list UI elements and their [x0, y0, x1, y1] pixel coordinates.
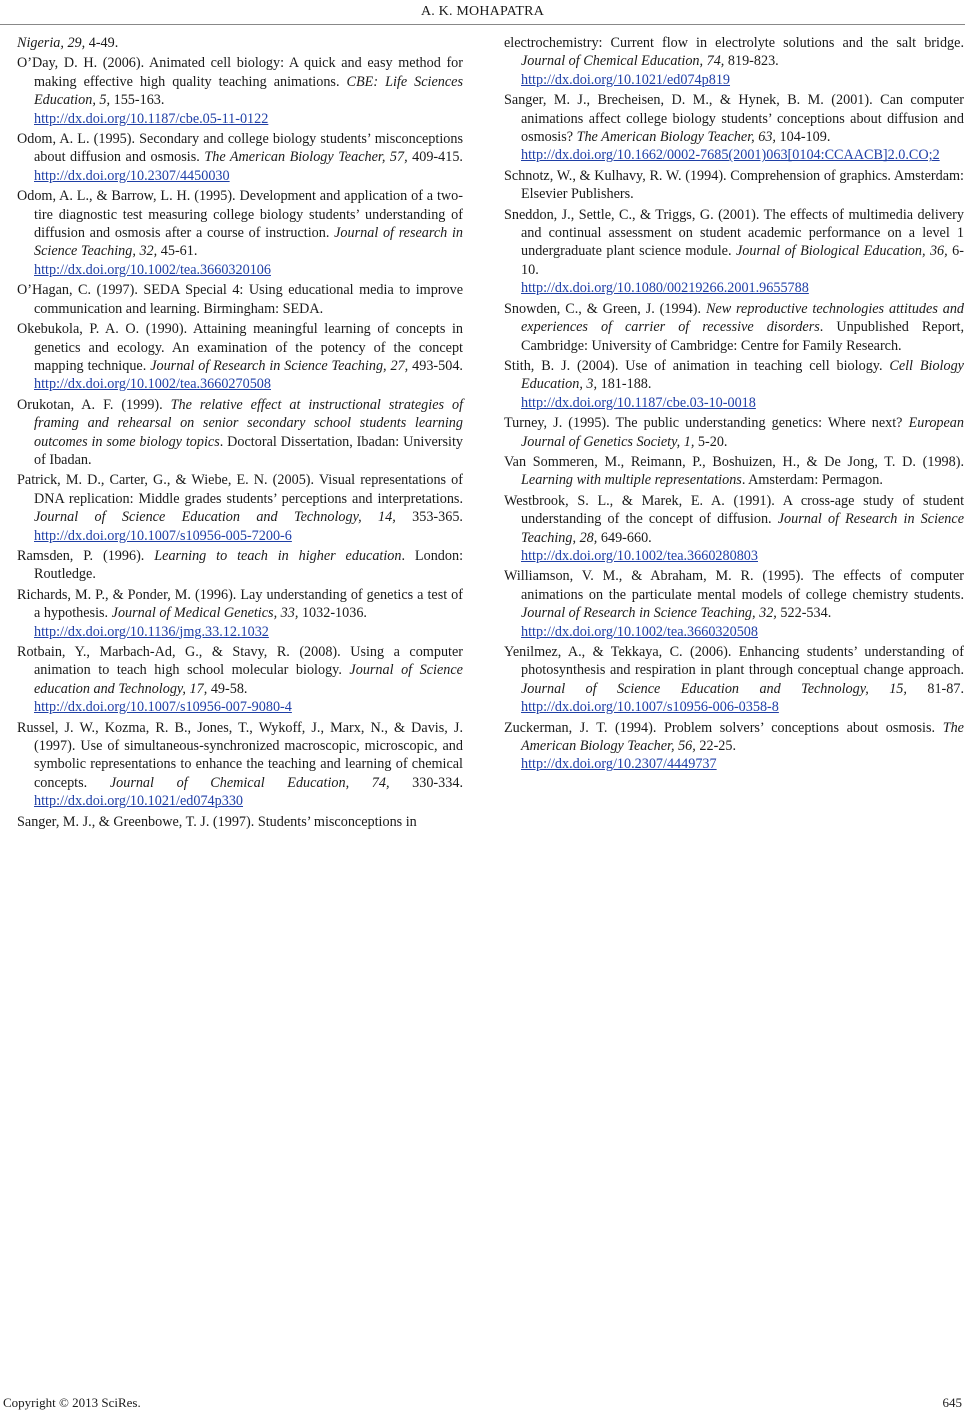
- page-number: 645: [942, 1395, 962, 1410]
- reference-pages: 181-188.: [597, 376, 652, 393]
- reference-pages: 330-334.: [389, 774, 463, 791]
- reference-authors: Turney, J. (1995).: [504, 415, 616, 432]
- reference-title: Using a computer animation to teach high school molecular biology.: [34, 644, 463, 679]
- reference-pages: 4-49.: [85, 35, 119, 51]
- reference-entry: [504, 34, 964, 89]
- reference-title: Animated cell biology: A quick and easy method for making effective high quality teaching animations.: [34, 55, 463, 90]
- reference-authors: Yenilmez, A., & Tekkaya, C. (2006).: [504, 644, 739, 660]
- reference-doi-link[interactable]: http://dx.doi.org/10.1007/s10956-005-7200-6: [34, 527, 292, 544]
- reference-pages: . Unpublished Report, Cambridge: University of Cambridge: Centre for Family Research.: [521, 319, 965, 354]
- reference-pages: . Amsterdam: Permagon.: [741, 472, 883, 489]
- reference-entry: [504, 414, 964, 451]
- reference-authors: Odom, A. L. (1995).: [17, 131, 140, 148]
- reference-authors: Schnotz, W., & Kulhavy, R. W. (1994).: [504, 167, 731, 184]
- reference-authors: Rotbain, Y., Marbach-Ad, G., & Stavy, R. (2008).: [17, 644, 351, 660]
- reference-doi-link[interactable]: http://dx.doi.org/10.1002/tea.3660270508: [34, 376, 271, 393]
- reference-journal: Journal of Research in Science Teaching, 32,: [521, 605, 777, 622]
- reference-journal: Journal of Chemical Education, 74,: [521, 53, 725, 70]
- reference-entry: [504, 300, 964, 355]
- reference-journal: The relative effect at instructional strategies of framing and rehearsal on senior secondary school students learning outcomes in some biology topics: [34, 396, 464, 450]
- reference-doi-link[interactable]: http://dx.doi.org/10.2307/4449737: [521, 756, 717, 773]
- reference-journal: Journal of Science Education and Technology, 14,: [34, 509, 396, 526]
- header-divider: [0, 24, 965, 25]
- reference-pages: 6-10.: [521, 243, 964, 278]
- reference-authors: Williamson, V. M., & Abraham, M. R. (1995).: [504, 568, 813, 585]
- reference-authors: Ramsden, P. (1996).: [17, 547, 155, 564]
- reference-journal: Journal of Research in Science Teaching, 28,: [521, 511, 964, 546]
- reference-pages: 104-109.: [775, 129, 831, 146]
- reference-journal: The American Biology Teacher, 56,: [521, 719, 964, 755]
- reference-entry: [17, 586, 463, 641]
- reference-pages: 155-163.: [110, 92, 165, 109]
- reference-title: Enhancing students’ understanding of photosynthesis and respiration in plant through conceptual change approach.: [521, 644, 964, 679]
- reference-title: Secondary and college biology students’ misconceptions about diffusion and osmosis.: [34, 131, 463, 166]
- reference-entry: [504, 206, 964, 298]
- reference-title: The public understanding genetics: Where next?: [615, 415, 909, 432]
- reference-title: electrochemistry: Current flow in electrolyte solutions and the salt bridge.: [504, 35, 964, 51]
- reference-authors: Okebukola, P. A. O. (1990).: [17, 321, 193, 338]
- reference-entry: [17, 643, 463, 717]
- reference-pages: 493-504.: [408, 357, 463, 374]
- reference-entry: [17, 396, 463, 470]
- reference-title: Visual representations of DNA replication: Middle grades students’ perceptions and interpretations.: [34, 472, 463, 507]
- reference-pages: 1032-1036.: [298, 605, 367, 622]
- reference-title: Comprehension of graphics. Amsterdam: Elsevier Publishers.: [521, 167, 964, 203]
- reference-doi-link[interactable]: http://dx.doi.org/10.1002/tea.3660280803: [521, 547, 758, 564]
- reference-pages: 649-660.: [597, 529, 652, 546]
- reference-doi-link[interactable]: http://dx.doi.org/10.1007/s10956-007-9080-4: [34, 699, 292, 716]
- reference-entry: [504, 167, 964, 204]
- reference-entry: [504, 91, 964, 165]
- reference-title: Use of animation in teaching cell biology.: [625, 357, 890, 374]
- reference-authors: Richards, M. P., & Ponder, M. (1996).: [17, 586, 241, 603]
- reference-doi-link[interactable]: http://dx.doi.org/10.1021/ed074p819: [521, 71, 731, 88]
- reference-journal: Journal of Science Education and Technology, 15,: [521, 680, 907, 697]
- reference-journal: CBE: Life Sciences Education, 5,: [34, 73, 464, 109]
- reference-authors: Sanger, M. J., Brecheisen, D. M., & Hynek, B. M. (2001).: [504, 92, 881, 109]
- reference-title: The effects of multimedia delivery and continual assessment on student academic performance on a level 1 undergraduate plant science module.: [521, 206, 964, 260]
- reference-entry: [17, 719, 463, 811]
- reference-entry: [504, 453, 964, 490]
- reference-pages: 5-20.: [694, 433, 728, 450]
- reference-journal: Cell Biology Education, 3,: [521, 357, 964, 393]
- reference-entry: [17, 547, 463, 584]
- reference-entry: [504, 719, 964, 774]
- reference-entry: [504, 357, 964, 412]
- reference-authors: Patrick, M. D., Carter, G., & Wiebe, E. N. (2005).: [17, 472, 319, 489]
- reference-title: Development and application of a two-tire diagnostic test measuring college biology students’ understanding of diffusion and osmosis after a course of instruction.: [34, 188, 463, 242]
- reference-entry: [17, 320, 463, 394]
- reference-entry: [504, 567, 964, 641]
- reference-entry: [17, 813, 463, 831]
- reference-title: The effects of computer animations on the particulate mental models of college chemistry students.: [521, 568, 965, 603]
- reference-title: SEDA Special 4: Using educational media to improve communication and learning. Birmingham: SEDA.: [34, 282, 463, 317]
- reference-title: A cross-age study of student understanding of the concept of diffusion.: [521, 492, 965, 528]
- reference-entry: [17, 281, 463, 318]
- reference-journal: Learning with multiple representations: [521, 472, 742, 489]
- reference-title: Students’ misconceptions in: [257, 813, 417, 830]
- reference-title: Attaining meaningful learning of concepts in genetics and ecology. An examination of the potency of the concept mapping technique.: [34, 321, 463, 374]
- reference-title: Use of simultaneous-synchronized macroscopic, microscopic, and symbolic representations to enhance the teaching and learning of chemical concepts.: [34, 738, 463, 791]
- reference-pages: 522-534.: [776, 605, 832, 622]
- header-title: A. K. MOHAPATRA: [420, 4, 545, 19]
- reference-journal: Journal of Research in Science Teaching, 27,: [150, 357, 409, 374]
- reference-authors: Orukotan, A. F. (1999).: [17, 396, 171, 413]
- reference-journal: Journal of Biological Education, 36,: [735, 243, 948, 260]
- reference-authors: Van Sommeren, M., Reimann, P., Boshuizen, H., & De Jong, T. D. (1998).: [504, 453, 964, 470]
- reference-authors: Russel, J. W., Kozma, R. B., Jones, T., Wykoff, J., Marx, N., & Davis, J. (1997).: [17, 719, 463, 755]
- reference-title: Can computer animations affect college biology students’ conceptions about diffusion and osmosis?: [521, 92, 964, 146]
- copyright-notice: Copyright © 2013 SciRes.: [3, 1395, 141, 1410]
- reference-pages: . London: Routledge.: [34, 547, 464, 583]
- reference-title: Lay understanding of genetics a test of a hypothesis.: [34, 586, 463, 622]
- reference-pages: 353-365.: [395, 509, 463, 526]
- reference-doi-link[interactable]: http://dx.doi.org/10.1002/tea.3660320106: [34, 261, 271, 278]
- reference-authors: Snowden, C., & Green, J. (1994).: [504, 300, 706, 317]
- references-right-column: [504, 34, 964, 776]
- reference-pages: 819-823.: [724, 53, 779, 70]
- reference-journal: Journal of Chemical Education, 74,: [109, 774, 390, 791]
- reference-authors: O’Hagan, C. (1997).: [17, 282, 144, 299]
- reference-entry: [504, 643, 964, 717]
- reference-pages: 409-415.: [407, 149, 463, 166]
- reference-pages: . Doctoral Dissertation, Ibadan: University of Ibadan.: [34, 433, 463, 468]
- reference-doi-link[interactable]: http://dx.doi.org/10.2307/4450030: [34, 167, 230, 184]
- reference-journal: New reproductive technologies attitudes and experiences of carrier of recessive disorders: [521, 300, 965, 336]
- reference-pages: 22-25.: [695, 738, 737, 755]
- reference-entry: [17, 187, 463, 279]
- reference-doi-link[interactable]: http://dx.doi.org/10.1021/ed074p330: [34, 793, 244, 810]
- reference-authors: O’Day, D. H. (2006).: [17, 55, 150, 72]
- reference-authors: Zuckerman, J. T. (1994).: [504, 719, 665, 736]
- reference-doi-link[interactable]: http://dx.doi.org/10.1136/jmg.33.12.1032: [34, 623, 269, 640]
- running-header: [0, 4, 965, 20]
- references-left-column: [17, 34, 463, 833]
- reference-pages: 49-58.: [207, 680, 248, 697]
- reference-doi-link[interactable]: http://dx.doi.org/10.1007/s10956-006-0358-8: [521, 699, 779, 716]
- reference-journal: European Journal of Genetics Society, 1,: [521, 415, 964, 450]
- reference-doi-link[interactable]: http://dx.doi.org/10.1662/0002-7685(2001)063[0104:CCAACB]2.0.CO;2: [521, 147, 940, 164]
- reference-entry: [504, 492, 964, 566]
- reference-doi-link[interactable]: http://dx.doi.org/10.1080/00219266.2001.9655788: [521, 280, 809, 297]
- reference-authors: Odom, A. L., & Barrow, L. H. (1995).: [17, 188, 240, 205]
- reference-entry: [17, 34, 463, 52]
- reference-doi-link[interactable]: http://dx.doi.org/10.1187/cbe.05-11-0122: [34, 110, 269, 127]
- reference-authors: Stith, B. J. (2004).: [504, 357, 626, 374]
- reference-journal: The American Biology Teacher, 63,: [576, 129, 776, 146]
- reference-journal: Journal of research in Science Teaching, 32,: [34, 225, 464, 260]
- reference-title: Problem solvers’ conceptions about osmosis.: [664, 719, 943, 736]
- reference-journal: Journal of Science education and Technology, 17,: [34, 662, 463, 697]
- reference-doi-link[interactable]: http://dx.doi.org/10.1002/tea.3660320508: [521, 623, 758, 640]
- reference-authors: Westbrook, S. L., & Marek, E. A. (1991).: [504, 492, 783, 509]
- reference-entry: [17, 54, 463, 128]
- reference-journal: Nigeria, 29,: [17, 35, 86, 51]
- reference-authors: Sanger, M. J., & Greenbowe, T. J. (1997).: [17, 813, 258, 830]
- reference-entry: [17, 471, 463, 545]
- reference-journal: Journal of Medical Genetics, 33,: [111, 605, 299, 622]
- reference-authors: Sneddon, J., Settle, C., & Triggs, G. (2001).: [504, 206, 764, 223]
- reference-doi-link[interactable]: http://dx.doi.org/10.1187/cbe.03-10-0018: [521, 394, 756, 411]
- reference-pages: 45-61.: [157, 243, 198, 260]
- reference-journal: The American Biology Teacher, 57,: [204, 149, 408, 166]
- reference-journal: Learning to teach in higher education: [154, 547, 402, 564]
- reference-pages: 81-87.: [906, 680, 964, 697]
- reference-entry: [17, 130, 463, 185]
